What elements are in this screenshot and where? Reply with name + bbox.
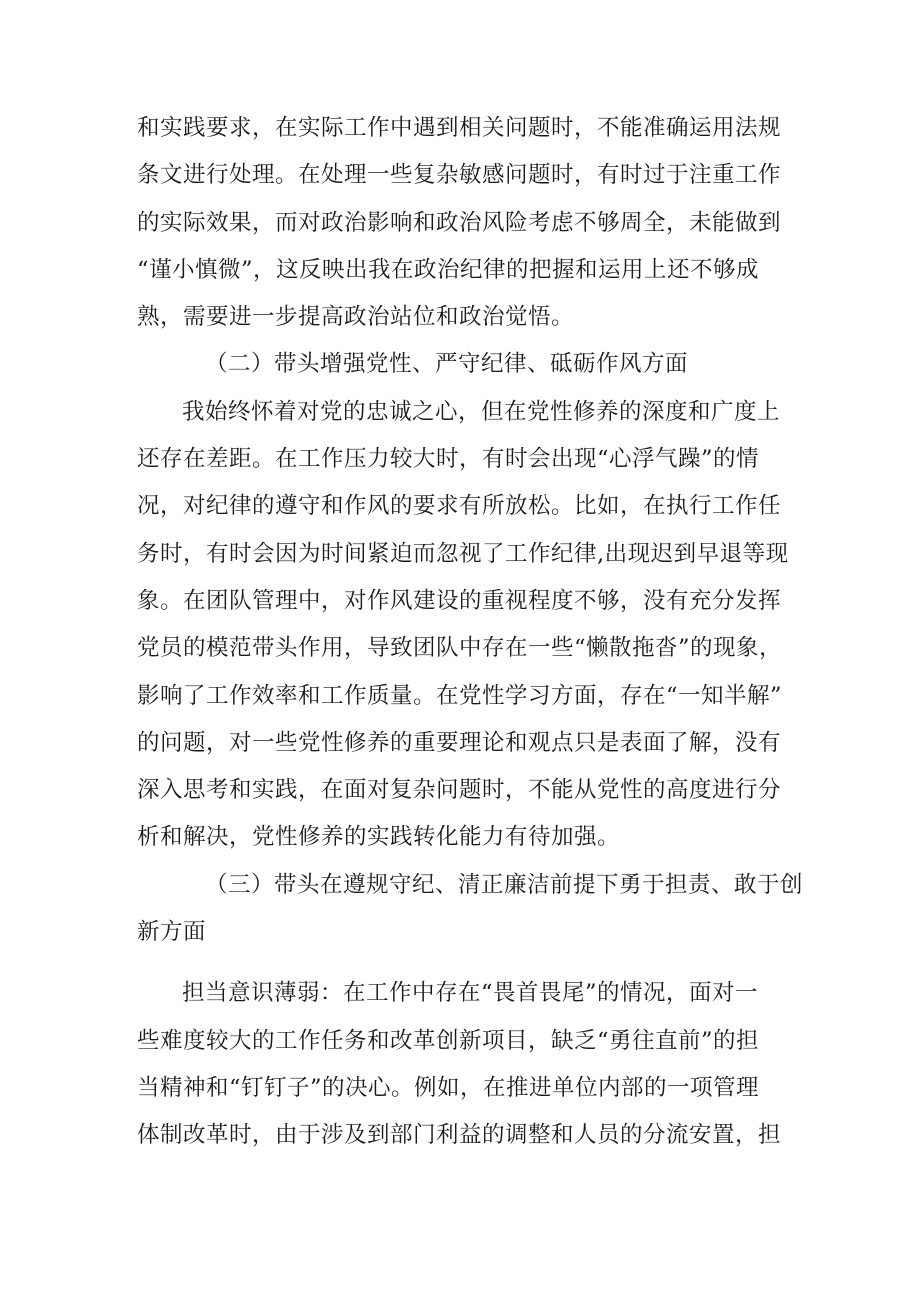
text-line: 担当意识薄弱：在工作中存在“畏首畏尾”的情况，面对一 <box>182 980 759 1007</box>
text-line: 的实际效果，而对政治影响和政治风险考虑不够周全，未能做到 <box>137 209 782 236</box>
text-line: 当精神和“钉钉子”的决心。例如，在推进单位内部的一项管理 <box>137 1074 760 1101</box>
heading-line: （二）带头增强党性、严守纪律、砥砺作风方面 <box>205 351 689 378</box>
text-line: 深入思考和实践，在面对复杂问题时，不能从党性的高度进行分 <box>137 777 782 804</box>
text-line: 务时，有时会因为时间紧迫而忽视了工作纪律,出现迟到早退等现 <box>137 540 789 567</box>
document-page <box>137 105 804 1160</box>
text-line: 体制改革时，由于涉及到部门利益的调整和人员的分流安置，担 <box>137 1122 782 1149</box>
text-line: 象。在团队管理中，对作风建设的重视程度不够，没有充分发挥 <box>137 587 782 614</box>
body-paragraph-continued <box>137 105 787 341</box>
body-paragraph <box>137 389 787 862</box>
text-line: 还存在差距。在工作压力较大时，有时会出现“心浮气躁”的情 <box>137 446 760 473</box>
text-line: 析和解决，党性修养的实践转化能力有待加强。 <box>137 824 621 851</box>
text-line: 我始终怀着对党的忠诚之心，但在党性修养的深度和广度上 <box>182 398 781 425</box>
text-line: 些难度较大的工作任务和改革创新项目，缺乏“勇往直前”的担 <box>137 1027 760 1054</box>
text-line: 的问题，对一些党性修养的重要理论和观点只是表面了解，没有 <box>137 729 782 756</box>
text-line: 影响了工作效率和工作质量。在党性学习方面，存在“一知半解” <box>137 682 783 709</box>
text-line: 熟，需要进一步提高政治站位和政治觉悟。 <box>137 304 575 331</box>
text-line: 况，对纪律的遵守和作风的要求有所放松。比如，在执行工作任 <box>137 493 782 520</box>
paragraph-spacer <box>137 956 787 970</box>
heading-line: 新方面 <box>137 919 207 946</box>
heading-line: （三）带头在遵规守纪、清正廉洁前提下勇于担责、敢于创 <box>205 871 804 898</box>
text-line: 和实践要求，在实际工作中遇到相关问题时，不能准确运用法规 <box>137 115 782 141</box>
section-heading-2 <box>137 341 787 388</box>
text-line: 党员的模范带头作用，导致团队中存在一些“懒散拖沓”的现象， <box>137 635 783 662</box>
body-paragraph <box>137 970 787 1159</box>
text-line: 条文进行处理。在处理一些复杂敏感问题时，有时过于注重工作 <box>137 162 782 189</box>
text-line: “谨小慎微”，这反映出我在政治纪律的把握和运用上还不够成 <box>137 256 760 283</box>
section-heading-3 <box>137 862 804 957</box>
